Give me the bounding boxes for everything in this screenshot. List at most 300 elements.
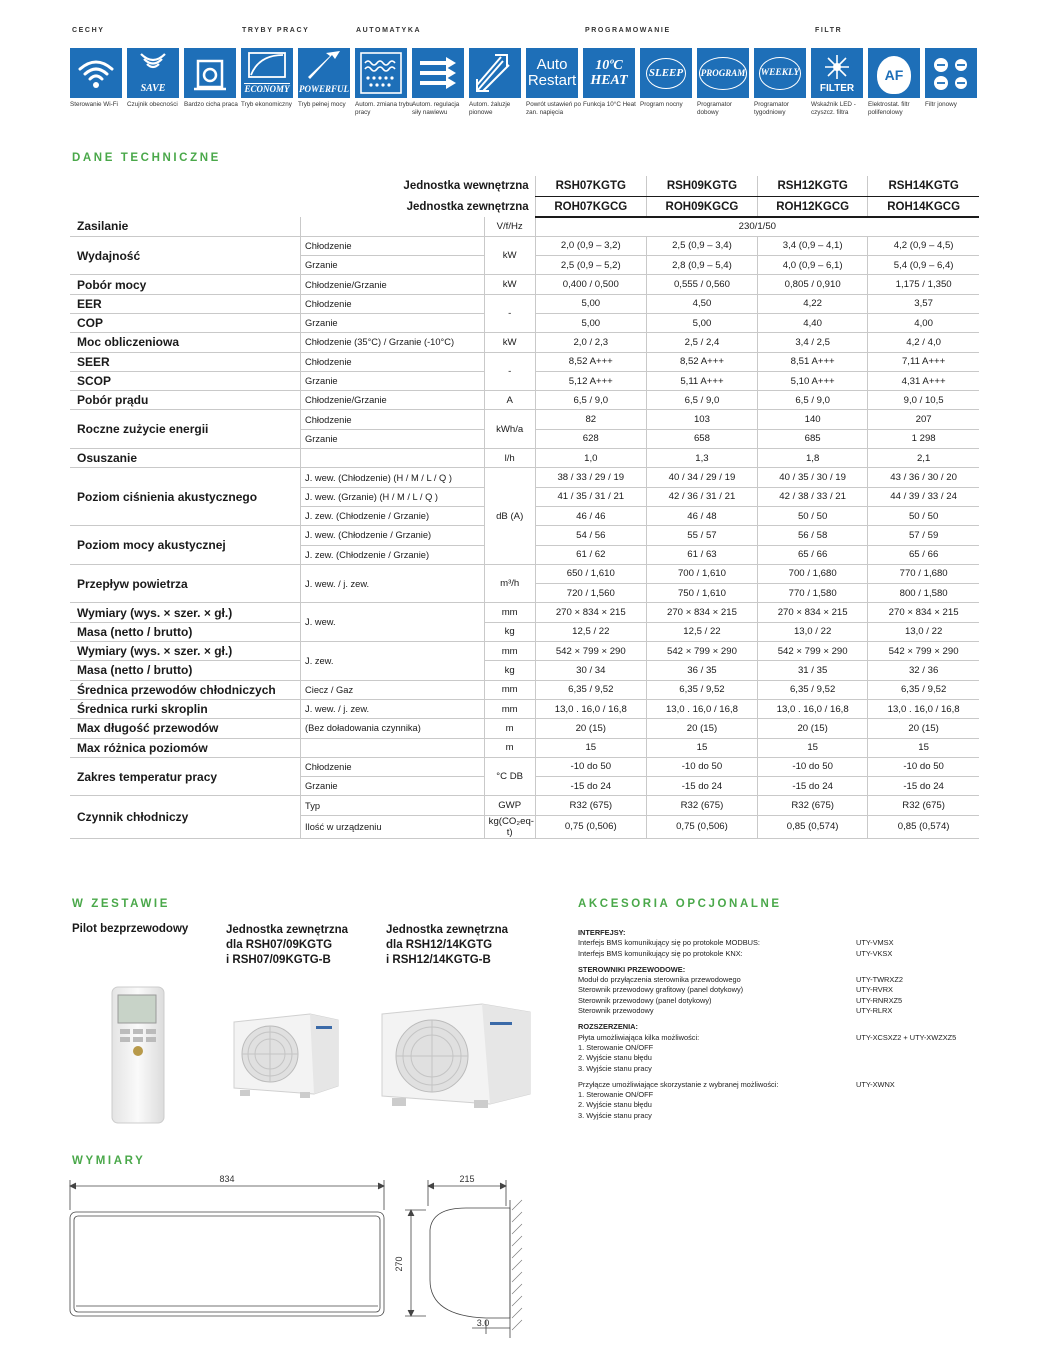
param-name: Moc obliczeniowa xyxy=(70,333,301,352)
outdoor-unit-label: Jednostka zewnętrzna xyxy=(406,200,529,213)
param-value: 542 × 799 × 290 xyxy=(758,642,868,661)
feature-powerful xyxy=(298,48,350,109)
param-value: -15 do 24 xyxy=(646,777,757,796)
param-value: 700 / 1,680 xyxy=(758,564,868,583)
param-value: 4,22 xyxy=(758,294,868,313)
param-value: R32 (675) xyxy=(535,796,646,815)
save-icon: SAVE xyxy=(127,48,179,98)
accessory-item xyxy=(578,938,988,948)
program-icon: PROGRAM xyxy=(697,48,749,98)
param-value: 0,85 (0,574) xyxy=(868,815,979,838)
param-condition: Chłodzenie (35°C) / Grzanie (-10°C) xyxy=(301,333,485,352)
param-name: COP xyxy=(70,313,301,332)
feature-caption: Wskaźnik LED - czyszcz. filtra xyxy=(811,101,856,116)
param-name: Masa (netto / brutto) xyxy=(70,622,301,641)
param-value: 800 / 1,580 xyxy=(868,584,979,603)
param-condition: Ilość w urządzeniu xyxy=(301,815,485,838)
accessory-item xyxy=(578,1090,988,1100)
accessory-description: Sterownik przewodowy xyxy=(578,1006,654,1016)
param-condition: Chłodzenie xyxy=(301,757,485,776)
param-unit: kg xyxy=(484,622,535,641)
param-unit: m xyxy=(484,719,535,738)
param-value: 0,85 (0,574) xyxy=(758,815,868,838)
feature-caption: Sterowanie Wi-Fi xyxy=(70,101,118,108)
accessory-description: Interfejs BMS komunikujący się po protokole MODBUS: xyxy=(578,938,760,948)
accessory-code: UTY-VKSX xyxy=(856,948,893,958)
ion-filter-icon xyxy=(925,48,977,98)
param-value: 46 / 46 xyxy=(535,506,646,525)
outdoor-model: ROH07KGCG xyxy=(535,197,646,218)
auto-changeover-icon xyxy=(355,48,407,98)
feature-quiet xyxy=(184,48,236,109)
param-name: Wydajność xyxy=(70,236,301,275)
spec-row xyxy=(70,468,979,487)
section-title-tech: DANE TECHNICZNE xyxy=(72,152,221,164)
feature-caption: Autom. zmiana trybu pracy xyxy=(355,101,413,116)
accessory-item xyxy=(578,949,988,959)
param-value: 5,00 xyxy=(535,313,646,332)
outdoor-unit-small-image xyxy=(230,1010,342,1100)
param-value: 0,805 / 0,910 xyxy=(758,275,868,294)
feature-caption: Elektrostat. filtr polifenolowy xyxy=(868,101,910,116)
sleep-icon: SLEEP xyxy=(640,48,692,98)
param-value: 5,11 A+++ xyxy=(646,371,757,390)
param-condition: J. wew. (Chłodzenie / Grzanie) xyxy=(301,526,485,545)
spec-row xyxy=(70,275,979,294)
param-value: 31 / 35 xyxy=(758,661,868,680)
param-value: 54 / 56 xyxy=(535,526,646,545)
param-unit: - xyxy=(484,352,535,391)
param-value: 46 / 48 xyxy=(646,506,757,525)
param-condition: Ciecz / Gaz xyxy=(301,680,485,699)
spec-row xyxy=(70,236,979,255)
category-automation: AUTOMATYKA xyxy=(356,27,422,34)
param-value: 61 / 63 xyxy=(646,545,757,564)
param-unit: - xyxy=(484,294,535,333)
param-value: -10 do 50 xyxy=(758,757,868,776)
param-value: 57 / 59 xyxy=(868,526,979,545)
kit-remote-label: Pilot bezprzewodowy xyxy=(72,923,189,935)
param-value: 1,175 / 1,350 xyxy=(868,275,979,294)
param-condition xyxy=(301,738,485,757)
spec-row xyxy=(70,410,979,429)
param-value: 2,5 (0,9 – 5,2) xyxy=(535,256,646,275)
param-unit: mm xyxy=(484,603,535,622)
param-condition xyxy=(301,449,485,468)
param-value: 20 (15) xyxy=(535,719,646,738)
param-condition: Typ xyxy=(301,796,485,815)
feature-save xyxy=(127,48,179,109)
param-value: 270 × 834 × 215 xyxy=(646,603,757,622)
param-value: 13,0 . 16,0 / 16,8 xyxy=(646,699,757,718)
category-modes: TRYBY PRACY xyxy=(242,27,310,34)
dim-depth-label: 215 xyxy=(459,1174,475,1184)
param-value: 50 / 50 xyxy=(868,506,979,525)
param-value: 36 / 35 xyxy=(646,661,757,680)
param-value: 8,51 A+++ xyxy=(758,352,868,371)
accessory-group-header: ROZSZERZENIA: xyxy=(578,1022,638,1032)
outdoor-model: ROH09KGCG xyxy=(646,197,757,218)
param-value: 2,8 (0,9 – 5,4) xyxy=(646,256,757,275)
param-value: -10 do 50 xyxy=(646,757,757,776)
param-value: 2,5 / 2,4 xyxy=(646,333,757,352)
accessory-item xyxy=(578,1053,988,1063)
feature-auto-restart xyxy=(526,48,581,117)
param-name: Pobór mocy xyxy=(70,275,301,294)
accessory-code: UTY-RNRXZ5 xyxy=(856,995,903,1005)
accessory-code: UTY-TWRXZ2 xyxy=(856,975,903,985)
accessory-description: Sterownik przewodowy (panel dotykowy) xyxy=(578,995,712,1005)
param-value: 44 / 39 / 33 / 24 xyxy=(868,487,979,506)
param-name: Średnica przewodów chłodniczych xyxy=(70,680,301,699)
param-value: 43 / 36 / 30 / 20 xyxy=(868,468,979,487)
spec-row xyxy=(70,622,979,641)
param-condition: J. zew. (Chłodzenie / Grzanie) xyxy=(301,545,485,564)
param-value: 56 / 58 xyxy=(758,526,868,545)
param-name: Max różnica poziomów xyxy=(70,738,301,757)
af-filter-icon: AF xyxy=(868,48,920,98)
param-value: 9,0 / 10,5 xyxy=(868,391,979,410)
param-value: 770 / 1,580 xyxy=(758,584,868,603)
param-value: 0,75 (0,506) xyxy=(535,815,646,838)
param-value: 4,0 (0,9 – 6,1) xyxy=(758,256,868,275)
accessory-description: 1. Sterowanie ON/OFF xyxy=(578,1042,654,1052)
param-value: 4,2 / 4,0 xyxy=(868,333,979,352)
param-value: R32 (675) xyxy=(758,796,868,815)
param-value: 3,4 (0,9 – 4,1) xyxy=(758,236,868,255)
param-condition: Chłodzenie/Grzanie xyxy=(301,391,485,410)
filter-icon: FILTER xyxy=(811,48,863,98)
swing-icon xyxy=(469,48,521,98)
param-value: 65 / 66 xyxy=(868,545,979,564)
param-name: Średnica rurki skroplin xyxy=(70,699,301,718)
accessory-item xyxy=(578,996,988,1006)
param-condition xyxy=(301,217,485,236)
param-value: 3,4 / 2,5 xyxy=(758,333,868,352)
param-condition: (Bez doładowania czynnika) xyxy=(301,719,485,738)
accessory-item xyxy=(578,1100,988,1110)
spec-row xyxy=(70,391,979,410)
feature-caption: Autom. żaluzje pionowe xyxy=(469,101,511,116)
param-value: 6,35 / 9,52 xyxy=(758,680,868,699)
outdoor-model: ROH12KGCG xyxy=(758,197,868,218)
param-condition: J. wew. (Chłodzenie) (H / M / L / Q ) xyxy=(301,468,485,487)
param-name: Przepływ powietrza xyxy=(70,564,301,603)
accessory-item xyxy=(578,1033,988,1043)
airflow-icon xyxy=(412,48,464,98)
spec-row xyxy=(70,603,979,622)
param-value: 6,5 / 9,0 xyxy=(758,391,868,410)
param-name: Czynnik chłodniczy xyxy=(70,796,301,838)
param-unit: m³/h xyxy=(484,564,535,603)
param-unit: mm xyxy=(484,642,535,661)
param-condition: Grzanie xyxy=(301,313,485,332)
param-value: 15 xyxy=(535,738,646,757)
param-value: 5,4 (0,9 – 6,4) xyxy=(868,256,979,275)
param-unit: kW xyxy=(484,333,535,352)
accessory-description: Przyłącze umożliwiające skorzystanie z wybranej możliwości: xyxy=(578,1079,779,1089)
feature-af-filter xyxy=(868,48,920,117)
param-value: 4,2 (0,9 – 4,5) xyxy=(868,236,979,255)
param-unit: m xyxy=(484,738,535,757)
param-condition: Chłodzenie xyxy=(301,236,485,255)
feature-wifi xyxy=(70,48,122,109)
category-filter: FILTR xyxy=(815,27,843,34)
feature-caption: Tryb ekonomiczny xyxy=(241,101,292,108)
param-value: 15 xyxy=(646,738,757,757)
param-condition: Chłodzenie xyxy=(301,410,485,429)
param-value: 42 / 38 / 33 / 21 xyxy=(758,487,868,506)
param-value: 4,31 A+++ xyxy=(868,371,979,390)
param-value: 2,1 xyxy=(868,449,979,468)
param-condition: J. wew. xyxy=(301,603,485,642)
accessory-item xyxy=(578,1043,988,1053)
indoor-model: RSH12KGTG xyxy=(758,176,868,197)
feature-icons-row xyxy=(70,48,980,138)
kit-outdoor-large-label: Jednostka zewnętrzna dla RSH12/14KGTG i RSH12/14KGTG-B xyxy=(386,924,509,966)
feature-caption: Bardzo cicha praca xyxy=(184,101,238,108)
param-value: 0,75 (0,506) xyxy=(646,815,757,838)
param-condition: Grzanie xyxy=(301,256,485,275)
spec-row xyxy=(70,449,979,468)
param-value: 542 × 799 × 290 xyxy=(646,642,757,661)
accessory-code: UTY-RLRX xyxy=(856,1006,893,1016)
param-value: 2,0 / 2,3 xyxy=(535,333,646,352)
param-value: 40 / 34 / 29 / 19 xyxy=(646,468,757,487)
feature-heat-10c xyxy=(583,48,635,109)
feature-caption: Powrót ustawień po zan. napięcia xyxy=(526,101,581,116)
param-value: 6,35 / 9,52 xyxy=(868,680,979,699)
param-value: 13,0 . 16,0 / 16,8 xyxy=(535,699,646,718)
param-value: 207 xyxy=(868,410,979,429)
param-name: SEER xyxy=(70,352,301,371)
param-value: 20 (15) xyxy=(646,719,757,738)
param-value: R32 (675) xyxy=(868,796,979,815)
param-value: 658 xyxy=(646,429,757,448)
spec-row xyxy=(70,564,979,583)
spec-row xyxy=(70,757,979,776)
dim-width-label: 834 xyxy=(219,1174,235,1184)
dim-height-label: 270 xyxy=(394,1256,404,1272)
param-value: 3,57 xyxy=(868,294,979,313)
quiet-operation-icon xyxy=(184,48,236,98)
weekly-icon: WEEKLY xyxy=(754,48,806,98)
param-value: 270 × 834 × 215 xyxy=(535,603,646,622)
dimensions-drawing xyxy=(66,1170,536,1350)
accessory-description: Płyta umożliwiająca kilka możliwości: xyxy=(578,1032,700,1042)
param-value: 542 × 799 × 290 xyxy=(868,642,979,661)
param-value: 103 xyxy=(646,410,757,429)
section-title-dimensions: WYMIARY xyxy=(72,1155,146,1167)
param-name: Zasilanie xyxy=(70,217,301,236)
param-value: -15 do 24 xyxy=(868,777,979,796)
accessory-code: UTY-RVRX xyxy=(856,985,893,995)
param-name: EER xyxy=(70,294,301,313)
accessory-description: 3. Wyjście stanu pracy xyxy=(578,1063,652,1073)
param-value: 0,555 / 0,560 xyxy=(646,275,757,294)
param-value: 4,00 xyxy=(868,313,979,332)
kit-outdoor-small-label: Jednostka zewnętrzna dla RSH07/09KGTG i RSH07/09KGTG-B xyxy=(226,924,349,966)
param-unit: kW xyxy=(484,236,535,275)
spec-row xyxy=(70,217,979,236)
param-name: Zakres temperatur pracy xyxy=(70,757,301,796)
param-value: 1,3 xyxy=(646,449,757,468)
param-value: 15 xyxy=(758,738,868,757)
param-value: 13,0 / 22 xyxy=(758,622,868,641)
param-unit: kg(CO₂eq-t) xyxy=(484,815,535,838)
accessory-item xyxy=(578,975,988,985)
remote-control-image xyxy=(110,985,166,1125)
param-unit: mm xyxy=(484,699,535,718)
feature-caption: Filtr jonowy xyxy=(925,101,957,108)
param-unit: °C DB xyxy=(484,757,535,796)
param-value: 0,400 / 0,500 xyxy=(535,275,646,294)
param-unit: A xyxy=(484,391,535,410)
param-name: Osuszanie xyxy=(70,449,301,468)
specs-table xyxy=(70,176,979,839)
feature-swing xyxy=(469,48,521,117)
category-features: CECHY xyxy=(72,27,105,34)
param-value: 6,5 / 9,0 xyxy=(535,391,646,410)
spec-row xyxy=(70,796,979,815)
param-value: 82 xyxy=(535,410,646,429)
feature-weekly xyxy=(754,48,806,117)
param-value: 7,11 A+++ xyxy=(868,352,979,371)
spec-row xyxy=(70,661,979,680)
spec-row xyxy=(70,642,979,661)
wifi-icon xyxy=(70,48,122,98)
param-condition: J. wew. / j. zew. xyxy=(301,564,485,603)
param-condition: Chłodzenie xyxy=(301,294,485,313)
spec-row xyxy=(70,680,979,699)
param-value: 770 / 1,680 xyxy=(868,564,979,583)
param-value: 700 / 1,610 xyxy=(646,564,757,583)
param-condition: Grzanie xyxy=(301,777,485,796)
category-programming: PROGRAMOWANIE xyxy=(585,27,671,34)
accessory-description: 2. Wyjście stanu błędu xyxy=(578,1100,652,1110)
accessory-code: UTY-XWNX xyxy=(856,1079,895,1089)
param-value: 12,5 / 22 xyxy=(535,622,646,641)
param-value: 628 xyxy=(535,429,646,448)
param-value: 4,40 xyxy=(758,313,868,332)
accessory-group-header: INTERFEJSY: xyxy=(578,928,626,937)
param-value: 30 / 34 xyxy=(535,661,646,680)
param-value: 20 (15) xyxy=(758,719,868,738)
accessory-item xyxy=(578,1080,988,1090)
accessory-description: 3. Wyjście stanu pracy xyxy=(578,1110,652,1120)
outdoor-model: ROH14KGCG xyxy=(868,197,979,218)
param-condition: Chłodzenie xyxy=(301,352,485,371)
param-value: 4,50 xyxy=(646,294,757,313)
param-value: 2,5 (0,9 – 3,4) xyxy=(646,236,757,255)
param-value: 6,35 / 9,52 xyxy=(535,680,646,699)
param-value: 41 / 35 / 31 / 21 xyxy=(535,487,646,506)
param-condition: Grzanie xyxy=(301,429,485,448)
param-value: 13,0 . 16,0 / 16,8 xyxy=(868,699,979,718)
accessory-description: Moduł do przyłączenia sterownika przewodowego xyxy=(578,975,741,985)
feature-caption: Czujnik obecności xyxy=(127,101,178,108)
feature-auto-changeover xyxy=(355,48,413,117)
param-value: 5,12 A+++ xyxy=(535,371,646,390)
feature-sleep xyxy=(640,48,692,109)
param-name: Max długość przewodów xyxy=(70,719,301,738)
param-value: 65 / 66 xyxy=(758,545,868,564)
outdoor-unit-large-image xyxy=(378,1000,534,1110)
economy-icon: ECONOMY xyxy=(241,48,293,98)
param-name: Pobór prądu xyxy=(70,391,301,410)
feature-program xyxy=(697,48,749,117)
param-name: SCOP xyxy=(70,371,301,390)
spec-row xyxy=(70,719,979,738)
param-value: 38 / 33 / 29 / 19 xyxy=(535,468,646,487)
indoor-model: RSH09KGTG xyxy=(646,176,757,197)
param-value: 6,5 / 9,0 xyxy=(646,391,757,410)
param-condition: Grzanie xyxy=(301,371,485,390)
param-condition: J. zew. xyxy=(301,642,485,681)
powerful-icon: POWERFUL xyxy=(298,48,350,98)
accessory-description: 2. Wyjście stanu błędu xyxy=(578,1053,652,1063)
param-value: 15 xyxy=(868,738,979,757)
accessory-description: Interfejs BMS komunikujący się po protokole KNX: xyxy=(578,948,743,958)
param-name: Masa (netto / brutto) xyxy=(70,661,301,680)
accessory-code: UTY-VMSX xyxy=(856,938,894,948)
param-unit: V/f/Hz xyxy=(484,217,535,236)
feature-caption: Programator dobowy xyxy=(697,101,732,116)
param-name: Wymiary (wys. × szer. × gł.) xyxy=(70,642,301,661)
param-unit: dB (A) xyxy=(484,468,535,564)
param-condition: J. wew. (Grzanie) (H / M / L / Q ) xyxy=(301,487,485,506)
param-value: 8,52 A+++ xyxy=(646,352,757,371)
feature-ion-filter xyxy=(925,48,977,109)
param-unit: kW xyxy=(484,275,535,294)
param-value: 140 xyxy=(758,410,868,429)
param-value: -10 do 50 xyxy=(868,757,979,776)
param-unit: kWh/a xyxy=(484,410,535,449)
param-value: 13,0 . 16,0 / 16,8 xyxy=(758,699,868,718)
feature-filter xyxy=(811,48,863,117)
accessory-item xyxy=(578,1064,988,1074)
param-value: 5,00 xyxy=(535,294,646,313)
accessory-item xyxy=(578,1006,988,1016)
auto-restart-icon: Auto Restart xyxy=(526,48,578,98)
accessories-list xyxy=(578,928,988,1121)
param-value: 5,10 A+++ xyxy=(758,371,868,390)
param-value: -15 do 24 xyxy=(758,777,868,796)
feature-airflow xyxy=(412,48,464,117)
param-name: Roczne zużycie energii xyxy=(70,410,301,449)
feature-caption: Autom. regulacja siły nawiewu xyxy=(412,101,460,116)
param-value: 542 × 799 × 290 xyxy=(535,642,646,661)
dim-offset-label: 3.0 xyxy=(476,1318,490,1328)
spec-row xyxy=(70,333,979,352)
param-value: 270 × 834 × 215 xyxy=(758,603,868,622)
param-value: 61 / 62 xyxy=(535,545,646,564)
param-value: 32 / 36 xyxy=(868,661,979,680)
param-value: -15 do 24 xyxy=(535,777,646,796)
indoor-model: RSH07KGTG xyxy=(535,176,646,197)
param-unit: l/h xyxy=(484,449,535,468)
accessory-item xyxy=(578,985,988,995)
spec-row xyxy=(70,294,979,313)
indoor-model: RSH14KGTG xyxy=(868,176,979,197)
param-value: 1 298 xyxy=(868,429,979,448)
param-value: 12,5 / 22 xyxy=(646,622,757,641)
section-title-kit: W ZESTAWIE xyxy=(72,898,170,910)
param-value: 750 / 1,610 xyxy=(646,584,757,603)
spec-row xyxy=(70,738,979,757)
param-value: 2,0 (0,9 – 3,2) xyxy=(535,236,646,255)
param-value: 1,8 xyxy=(758,449,868,468)
